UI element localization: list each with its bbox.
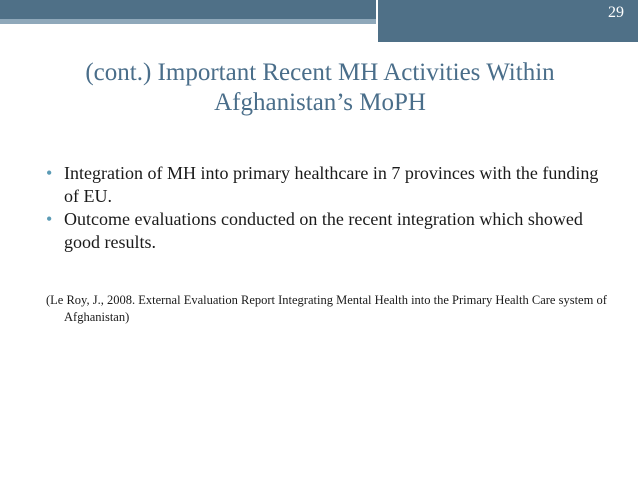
- slide-title: (cont.) Important Recent MH Activities Within Afghanistan’s MoPH: [85, 59, 555, 116]
- bullet-text: Outcome evaluations conducted on the recent integration which showed good results.: [64, 209, 583, 252]
- header-bar-right: [378, 0, 638, 42]
- slide-number: 29: [608, 4, 624, 21]
- header-bar-strip: [0, 19, 376, 24]
- bullet-dot-icon: •: [46, 163, 53, 183]
- header-bar: [0, 0, 638, 42]
- bullet-dot-icon: •: [46, 209, 53, 229]
- bullet-text: Integration of MH into primary healthcare in 7 provinces with the funding of EU.: [64, 163, 599, 206]
- header-bar-left: [0, 0, 376, 19]
- bullet-item: [46, 162, 606, 208]
- citation-text: (Le Roy, J., 2008. External Evaluation Report Integrating Mental Health into the Primary Health Care system of Afghanistan): [46, 293, 607, 324]
- bullet-item: [46, 208, 606, 254]
- bullet-list: [46, 162, 606, 254]
